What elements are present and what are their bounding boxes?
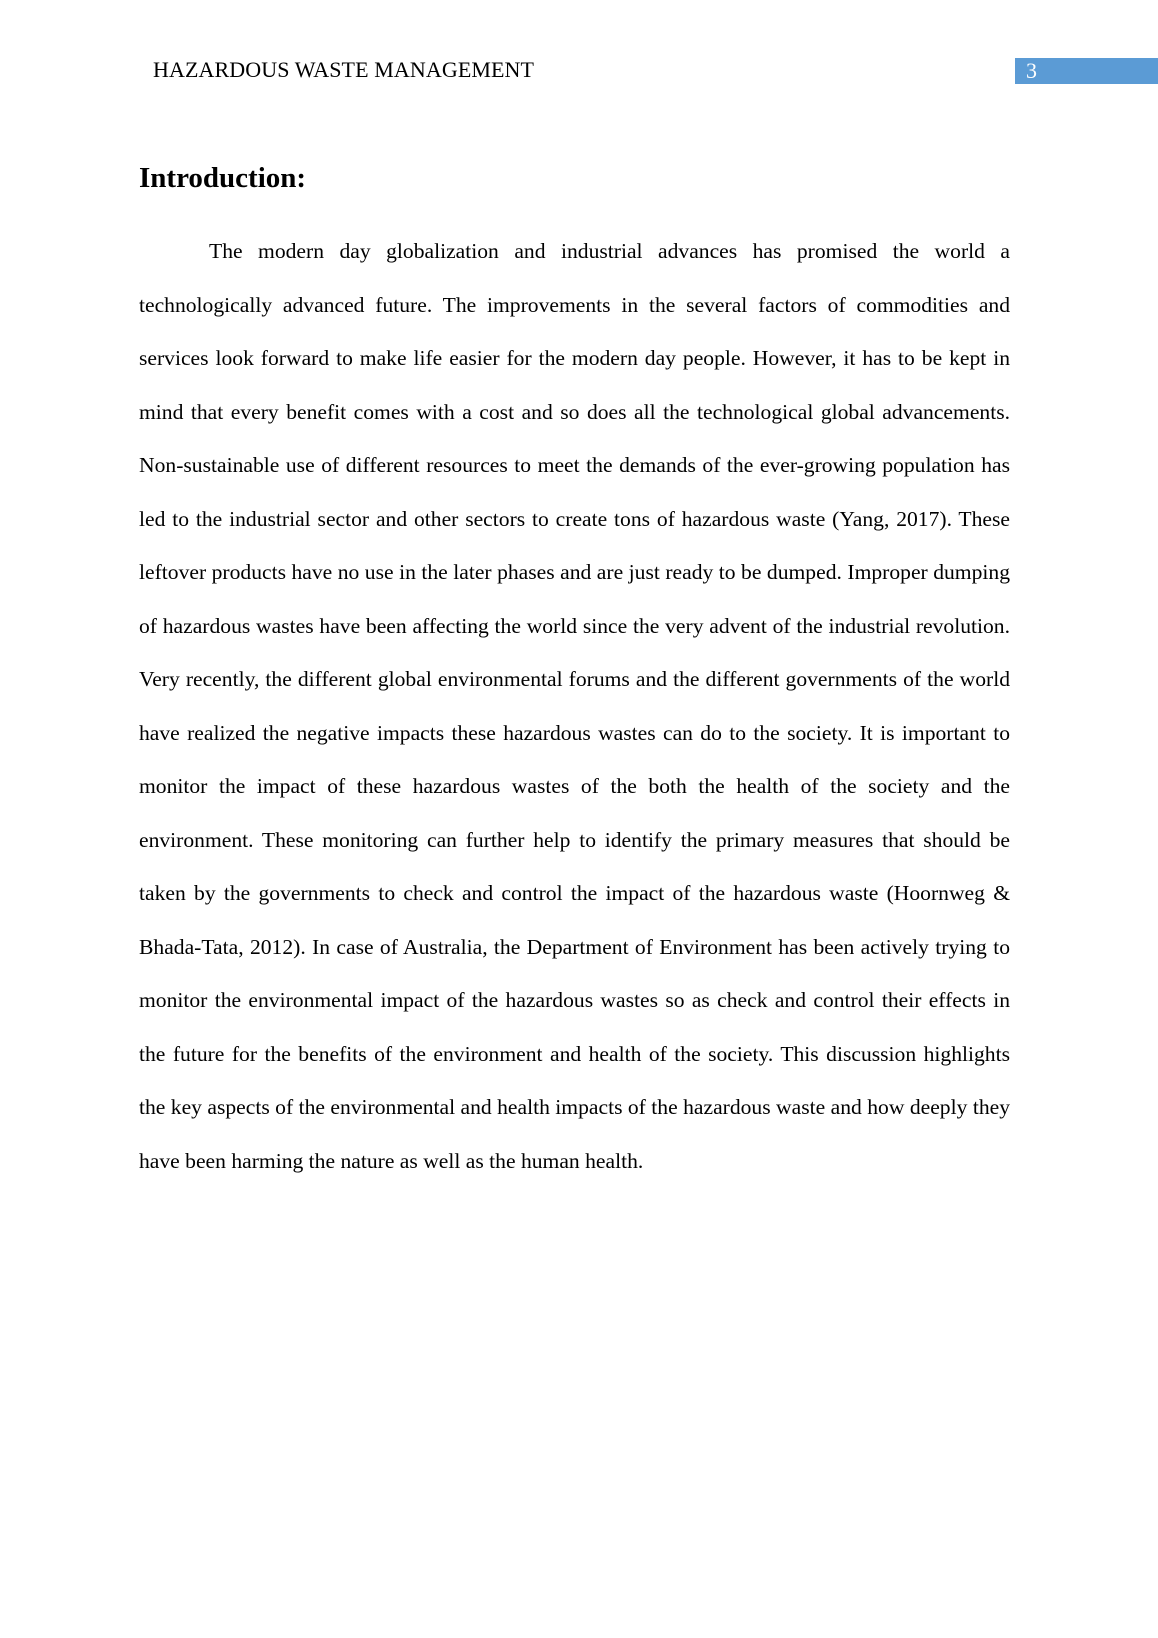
introduction-paragraph: The modern day globalization and industrial advances has promised the world a technologically advanced future. The improvements in the several factors of commodities and services look forward to make life easier for the modern day people. However, it has to be kept in mind that every benefit comes with a cost and so does all the technological global advancements. Non-sustainable use of different resources to meet the demands of the ever-growing population has led to the industrial sector and other sectors to create tons of hazardous waste (Yang, 2017). These leftover products have no use in the later phases and are just ready to be dumped. Improper dumping of hazardous wastes have been affecting the world since the very advent of the industrial revolution. Very recently, the different global environmental forums and the different governments of the world have realized the negative impacts these hazardous wastes can do to the society. It is important to monitor the impact of these hazardous wastes of the both the health of the society and the environment. These monitoring can further help to identify the primary measures that should be taken by the governments to check and control the impact of the hazardous waste (Hoornweg & Bhada-Tata, 2012). In case of Australia, the Department of Environment has been actively trying to monitor the environmental impact of the hazardous wastes so as check and control their effects in the future for the benefits of the environment and health of the society. This discussion highlights the key aspects of the environmental and health impacts of the hazardous waste and how deeply they have been harming the nature as well as the human health. xyxy=(139,239,1010,1173)
running-head: HAZARDOUS WASTE MANAGEMENT xyxy=(153,57,535,82)
page-number: 3 xyxy=(1015,58,1158,84)
section-heading: Introduction: xyxy=(139,162,307,194)
